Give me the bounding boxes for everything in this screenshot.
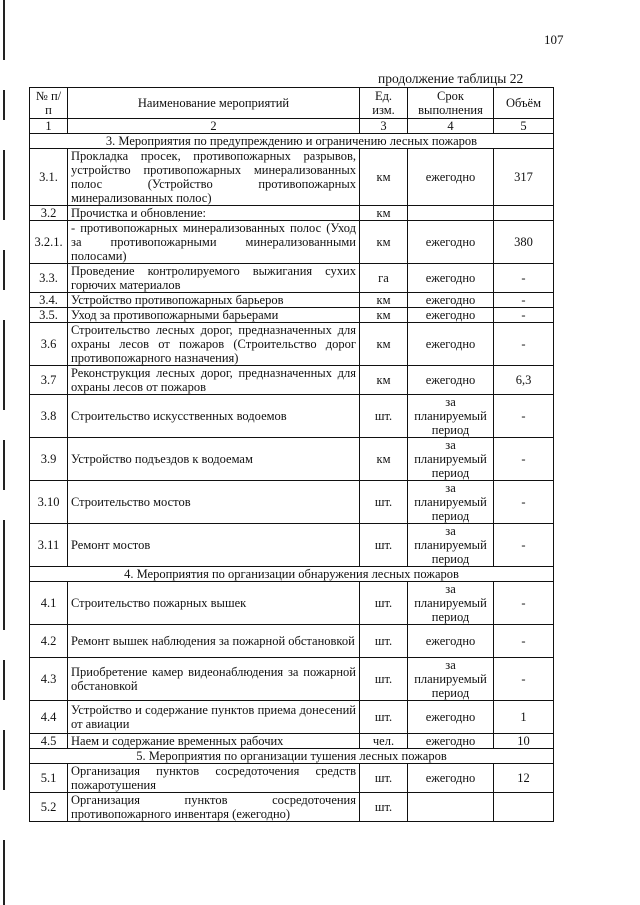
row-activity-name: Приобретение камер видеонаблюдения за пожарной обстановкой	[68, 658, 360, 701]
row-term: за планируемый период	[408, 524, 494, 567]
row-volume: -	[494, 582, 554, 625]
table-continuation-label: продолжение таблицы 22	[378, 71, 524, 86]
row-number: 4.2	[30, 625, 68, 658]
row-number: 4.5	[30, 734, 68, 749]
row-activity-name: Строительство искусственных водоемов	[68, 395, 360, 438]
row-volume: 10	[494, 734, 554, 749]
row-activity-name: Устройство и содержание пунктов приема донесений от авиации	[68, 701, 360, 734]
row-unit: км	[360, 323, 408, 366]
section-title: 5. Мероприятия по организации тушения лесных пожаров	[30, 749, 554, 764]
row-volume: 12	[494, 764, 554, 793]
table-row	[30, 323, 554, 366]
row-number: 3.6	[30, 323, 68, 366]
row-term: за планируемый период	[408, 395, 494, 438]
row-volume: -	[494, 658, 554, 701]
row-volume: 6,3	[494, 366, 554, 395]
activities-table	[29, 87, 554, 822]
row-activity-name: Прокладка просек, противопожарных разрывов, устройство противопожарных минерализованных полос (Устройство противопожарных минерализованных полос)	[68, 149, 360, 206]
binding-edge	[3, 0, 7, 905]
row-term: ежегодно	[408, 701, 494, 734]
row-number: 3.3.	[30, 264, 68, 293]
row-unit: шт.	[360, 793, 408, 822]
section-header-row	[30, 134, 554, 149]
row-unit: шт.	[360, 582, 408, 625]
row-term: ежегодно	[408, 264, 494, 293]
row-activity-name: Строительство лесных дорог, предназначенных для охраны лесов от пожаров (Строительство дорог противопожарного назначения)	[68, 323, 360, 366]
row-term: за планируемый период	[408, 658, 494, 701]
row-number: 3.7	[30, 366, 68, 395]
row-volume: -	[494, 308, 554, 323]
row-term: ежегодно	[408, 293, 494, 308]
table-row	[30, 582, 554, 625]
table-row	[30, 764, 554, 793]
row-volume: -	[494, 481, 554, 524]
table-row	[30, 658, 554, 701]
row-term: ежегодно	[408, 625, 494, 658]
row-number: 3.2	[30, 206, 68, 221]
row-term: за планируемый период	[408, 582, 494, 625]
row-volume: 1	[494, 701, 554, 734]
table-header-row	[30, 88, 554, 119]
table-row	[30, 438, 554, 481]
row-volume: -	[494, 264, 554, 293]
row-activity-name: Ремонт вышек наблюдения за пожарной обстановкой	[68, 625, 360, 658]
header-name: Наименование мероприятий	[68, 88, 360, 119]
page-number: 107	[544, 32, 564, 47]
table-row	[30, 625, 554, 658]
section-header-row	[30, 567, 554, 582]
row-term: за планируемый период	[408, 438, 494, 481]
row-activity-name: Организация пунктов сосредоточения противопожарного инвентаря (ежегодно)	[68, 793, 360, 822]
row-volume: -	[494, 438, 554, 481]
table-row	[30, 524, 554, 567]
column-number-row	[30, 119, 554, 134]
row-number: 3.9	[30, 438, 68, 481]
column-number: 3	[360, 119, 408, 134]
row-unit: шт.	[360, 764, 408, 793]
row-term: ежегодно	[408, 149, 494, 206]
header-unit: Ед. изм.	[360, 88, 408, 119]
row-volume: -	[494, 395, 554, 438]
row-activity-name: Проведение контролируемого выжигания сухих горючих материалов	[68, 264, 360, 293]
row-number: 4.4	[30, 701, 68, 734]
table-body	[30, 134, 554, 822]
row-term: ежегодно	[408, 308, 494, 323]
row-term: ежегодно	[408, 366, 494, 395]
row-activity-name: Организация пунктов сосредоточения средств пожаротушения	[68, 764, 360, 793]
row-term: ежегодно	[408, 221, 494, 264]
row-term: ежегодно	[408, 734, 494, 749]
row-number: 3.1.	[30, 149, 68, 206]
column-number: 1	[30, 119, 68, 134]
table-row	[30, 264, 554, 293]
row-volume: 317	[494, 149, 554, 206]
row-number: 3.8	[30, 395, 68, 438]
row-unit: га	[360, 264, 408, 293]
column-number: 5	[494, 119, 554, 134]
row-activity-name: Прочистка и обновление:	[68, 206, 360, 221]
row-unit: чел.	[360, 734, 408, 749]
row-activity-name: Устройство противопожарных барьеров	[68, 293, 360, 308]
row-activity-name: Строительство пожарных вышек	[68, 582, 360, 625]
row-number: 3.11	[30, 524, 68, 567]
row-unit: км	[360, 206, 408, 221]
row-term	[408, 206, 494, 221]
row-unit: шт.	[360, 701, 408, 734]
row-number: 3.5.	[30, 308, 68, 323]
section-title: 3. Мероприятия по предупреждению и ограничению лесных пожаров	[30, 134, 554, 149]
row-unit: шт.	[360, 524, 408, 567]
row-number: 4.3	[30, 658, 68, 701]
table-row	[30, 481, 554, 524]
row-unit: шт.	[360, 658, 408, 701]
row-term: ежегодно	[408, 764, 494, 793]
row-volume: 380	[494, 221, 554, 264]
table-row	[30, 308, 554, 323]
row-number: 3.2.1.	[30, 221, 68, 264]
row-unit: км	[360, 366, 408, 395]
section-header-row	[30, 749, 554, 764]
row-unit: км	[360, 308, 408, 323]
row-volume: -	[494, 293, 554, 308]
table-row	[30, 793, 554, 822]
row-unit: шт.	[360, 481, 408, 524]
row-volume: -	[494, 524, 554, 567]
row-activity-name: - противопожарных минерализованных полос (Уход за противопожарными минерализованными полосами)	[68, 221, 360, 264]
row-number: 3.10	[30, 481, 68, 524]
row-term: за планируемый период	[408, 481, 494, 524]
row-term: ежегодно	[408, 323, 494, 366]
table-row	[30, 149, 554, 206]
table-row	[30, 701, 554, 734]
table-row	[30, 221, 554, 264]
row-volume: -	[494, 323, 554, 366]
row-number: 4.1	[30, 582, 68, 625]
row-activity-name: Строительство мостов	[68, 481, 360, 524]
row-number: 3.4.	[30, 293, 68, 308]
row-unit: шт.	[360, 395, 408, 438]
row-term	[408, 793, 494, 822]
row-number: 5.2	[30, 793, 68, 822]
column-number: 4	[408, 119, 494, 134]
row-activity-name: Ремонт мостов	[68, 524, 360, 567]
row-unit: км	[360, 293, 408, 308]
row-number: 5.1	[30, 764, 68, 793]
table-row	[30, 734, 554, 749]
row-unit: км	[360, 221, 408, 264]
row-activity-name: Наем и содержание временных рабочих	[68, 734, 360, 749]
row-unit: шт.	[360, 625, 408, 658]
header-term: Срок выполнения	[408, 88, 494, 119]
row-unit: км	[360, 438, 408, 481]
row-volume	[494, 206, 554, 221]
column-number: 2	[68, 119, 360, 134]
row-unit: км	[360, 149, 408, 206]
row-activity-name: Реконструкция лесных дорог, предназначенных для охраны лесов от пожаров	[68, 366, 360, 395]
header-num: № п/п	[30, 88, 68, 119]
section-title: 4. Мероприятия по организации обнаружения лесных пожаров	[30, 567, 554, 582]
row-volume: -	[494, 625, 554, 658]
table-row	[30, 293, 554, 308]
header-volume: Объём	[494, 88, 554, 119]
table-row	[30, 366, 554, 395]
table-row	[30, 395, 554, 438]
row-activity-name: Устройство подъездов к водоемам	[68, 438, 360, 481]
table-row	[30, 206, 554, 221]
row-activity-name: Уход за противопожарными барьерами	[68, 308, 360, 323]
row-volume	[494, 793, 554, 822]
